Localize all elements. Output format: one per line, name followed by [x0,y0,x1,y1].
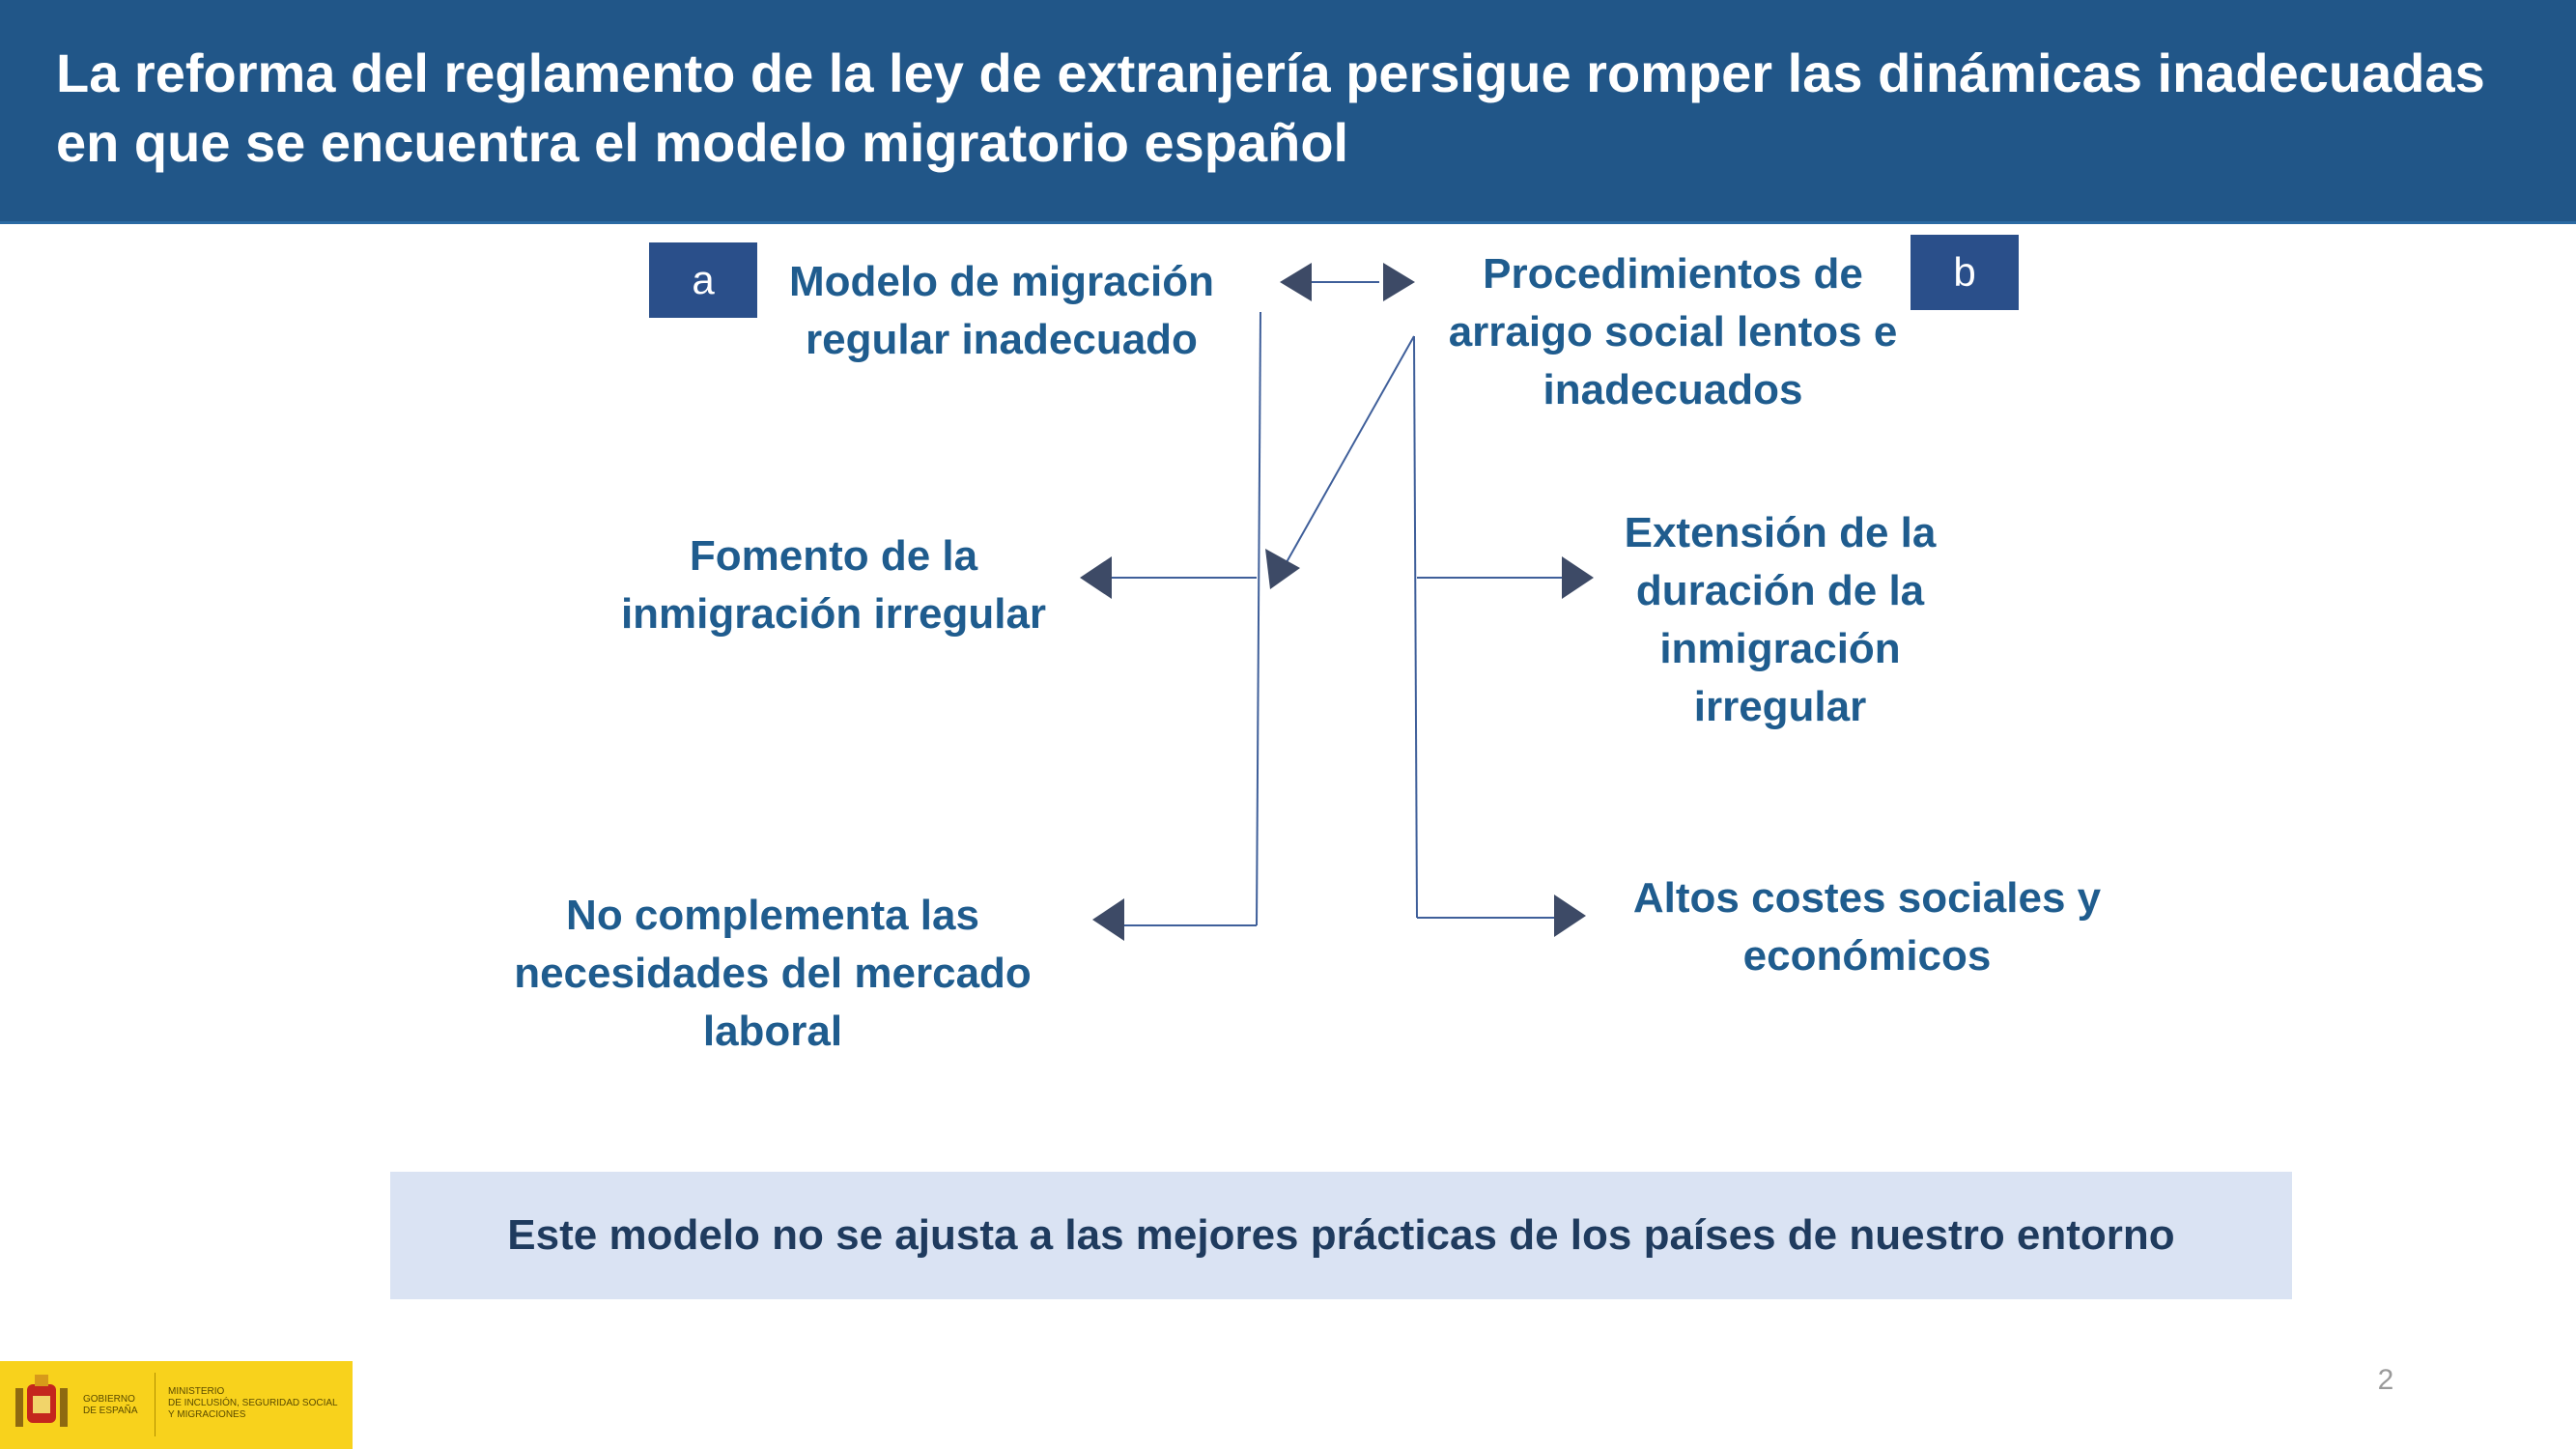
conclusion-text: Este modelo no se ajusta a las mejores prácticas de los países de nuestro entorno [507,1211,2175,1259]
label-b-box [1911,235,2019,310]
effect-costes-text: Altos costes sociales y económicos [1632,874,2102,980]
label-a-text: a [692,257,715,302]
top-arrowhead-right [1383,263,1415,301]
conclusion-banner [390,1172,2292,1299]
government-logo [0,1361,353,1449]
logo-divider [155,1373,156,1436]
right-arrowhead-1 [1562,556,1594,599]
left-trunk-line [1257,312,1260,925]
node-b-text: Procedimientos de arraigo social lentos e inadecuados [1448,250,1898,413]
diagonal-link-line [1287,336,1414,562]
left-arrowhead-2 [1092,898,1124,941]
label-b-text: b [1953,249,1976,295]
coat-of-arms-icon [10,1367,77,1444]
top-arrowhead-left [1280,263,1312,301]
right-trunk-line [1414,336,1417,918]
effect-extension-text: Extensión de la duración de la inmigración irregular [1624,509,1937,730]
right-arrowhead-2 [1554,895,1586,937]
effect-mercado-text: No complementa las necesidades del mercado laboral [514,892,1032,1055]
node-a-text: Modelo de migración regular inadecuado [788,258,1215,363]
gov-text: GOBIERNO DE ESPAÑA [83,1394,138,1416]
effect-fomento-text: Fomento de la inmigración irregular [620,532,1047,638]
diagonal-arrowhead [1265,549,1300,589]
ministry-text: MINISTERIO DE INCLUSIÓN, SEGURIDAD SOCIAL Y MIGRACIONES [168,1386,338,1420]
slide-title: La reforma del reglamento de la ley de extranjería persigue romper las dinámicas inadecuadas en que se encuentra el modelo migratorio español [56,43,2485,173]
page-number: 2 [2377,1364,2394,1396]
label-a-box [649,242,757,318]
left-arrowhead-1 [1080,556,1112,599]
